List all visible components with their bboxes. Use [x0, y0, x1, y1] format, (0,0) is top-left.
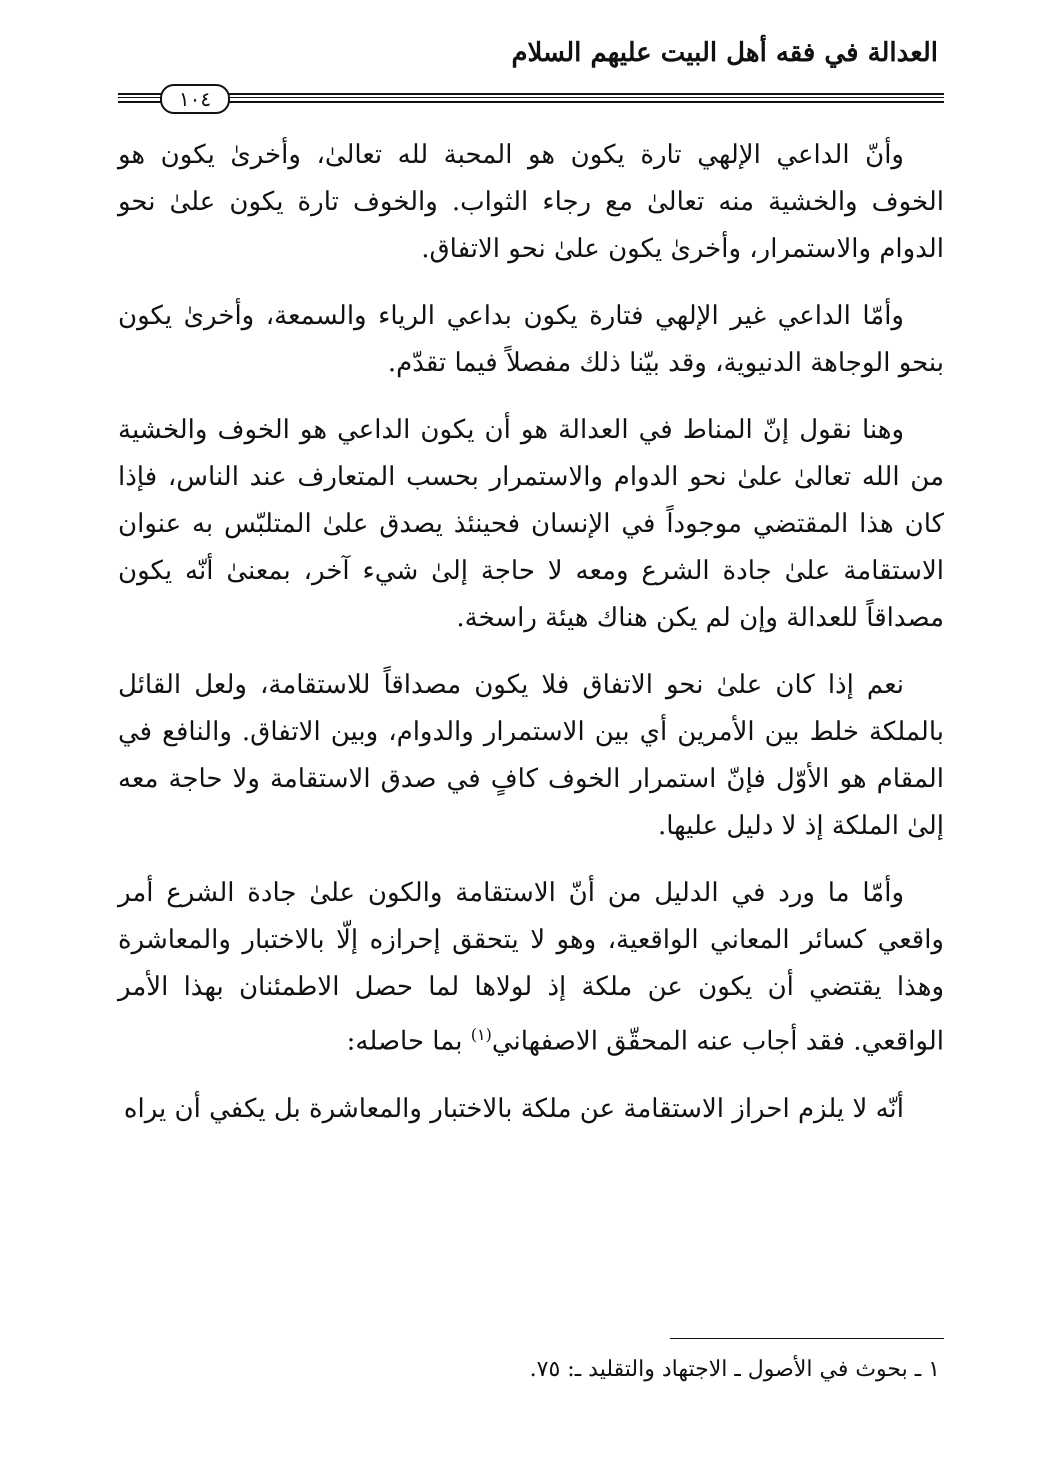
- header-rule-bottom: [118, 101, 944, 103]
- paragraph-5: [118, 870, 944, 1066]
- page-number: ١٠٤: [160, 84, 230, 114]
- paragraph-1: وأنّ الداعي الإلهي تارة يكون هو المحبة لله تعالىٰ، وأخرىٰ يكون هو الخوف والخشية منه تعالىٰ مع رجاء الثواب. والخوف تارة يكون علىٰ نحو الدوام والاستمرار، وأخرىٰ يكون علىٰ نحو الاتفاق.: [118, 140, 944, 264]
- body-text: [118, 132, 944, 1153]
- footnote: ١ ـ بحوث في الأصول ـ الاجتهاد والتقليد ـ: ٧٥.: [529, 1357, 940, 1382]
- header-rule-middle: [118, 97, 944, 98]
- paragraph-6: أنّه لا يلزم احراز الاستقامة عن ملكة بالاختبار والمعاشرة بل يكفي أن يراه: [123, 1093, 904, 1124]
- paragraph-5-tail: بما حاصله:: [346, 1026, 471, 1057]
- paragraph-2: وأمّا الداعي غير الإلهي فتارة يكون بداعي الرياء والسمعة، وأخرىٰ يكون بنحو الوجاهة الدنيوية، وقد بيّنا ذلك مفصلاً فيما تقدّم.: [118, 301, 944, 378]
- paragraph-4: نعم إذا كان علىٰ نحو الاتفاق فلا يكون مصداقاً للاستقامة، ولعل القائل بالملكة خلط بين الأمرين أي بين الاستمرار والدوام، وبين الاتفاق. والنافع في المقام هو الأوّل فإنّ استمرار الخوف كافٍ في صدق الاستقامة ولا حاجة معه إلىٰ الملكة إذ لا دليل عليها.: [118, 670, 944, 841]
- running-title: العدالة في فقه أهل البيت عليهم السلام: [511, 38, 938, 68]
- paragraph-3: وهنا نقول إنّ المناط في العدالة هو أن يكون الداعي هو الخوف والخشية من الله تعالىٰ علىٰ نحو الدوام والاستمرار بحسب المتعارف عند الناس، فإذا كان هذا المقتضي موجوداً في الإنسان فحينئذ يصدق علىٰ المتلبّس به عنوان الاستقامة علىٰ جادة الشرع ومعه لا حاجة إلىٰ شيء آخر، بمعنىٰ أنّه يكون مصداقاً للعدالة وإن لم يكن هناك هيئة راسخة.: [118, 415, 944, 633]
- paragraph-5-text: وأمّا ما ورد في الدليل من أنّ الاستقامة والكون علىٰ جادة الشرع أمر واقعي كسائر المعاني الواقعية، وهو لا يتحقق إحرازه إلّا بالاختبار والمعاشرة وهذا يقتضي أن يكون عن ملكة إذ لولاها لما حصل الاطمئنان بهذا الأمر الواقعي. فقد أجاب عنه المحقّق الاصفهاني: [118, 878, 944, 1057]
- header-rule-top: [118, 93, 944, 95]
- footnote-rule: [670, 1338, 944, 1339]
- footnote-marker: (١): [470, 1025, 492, 1044]
